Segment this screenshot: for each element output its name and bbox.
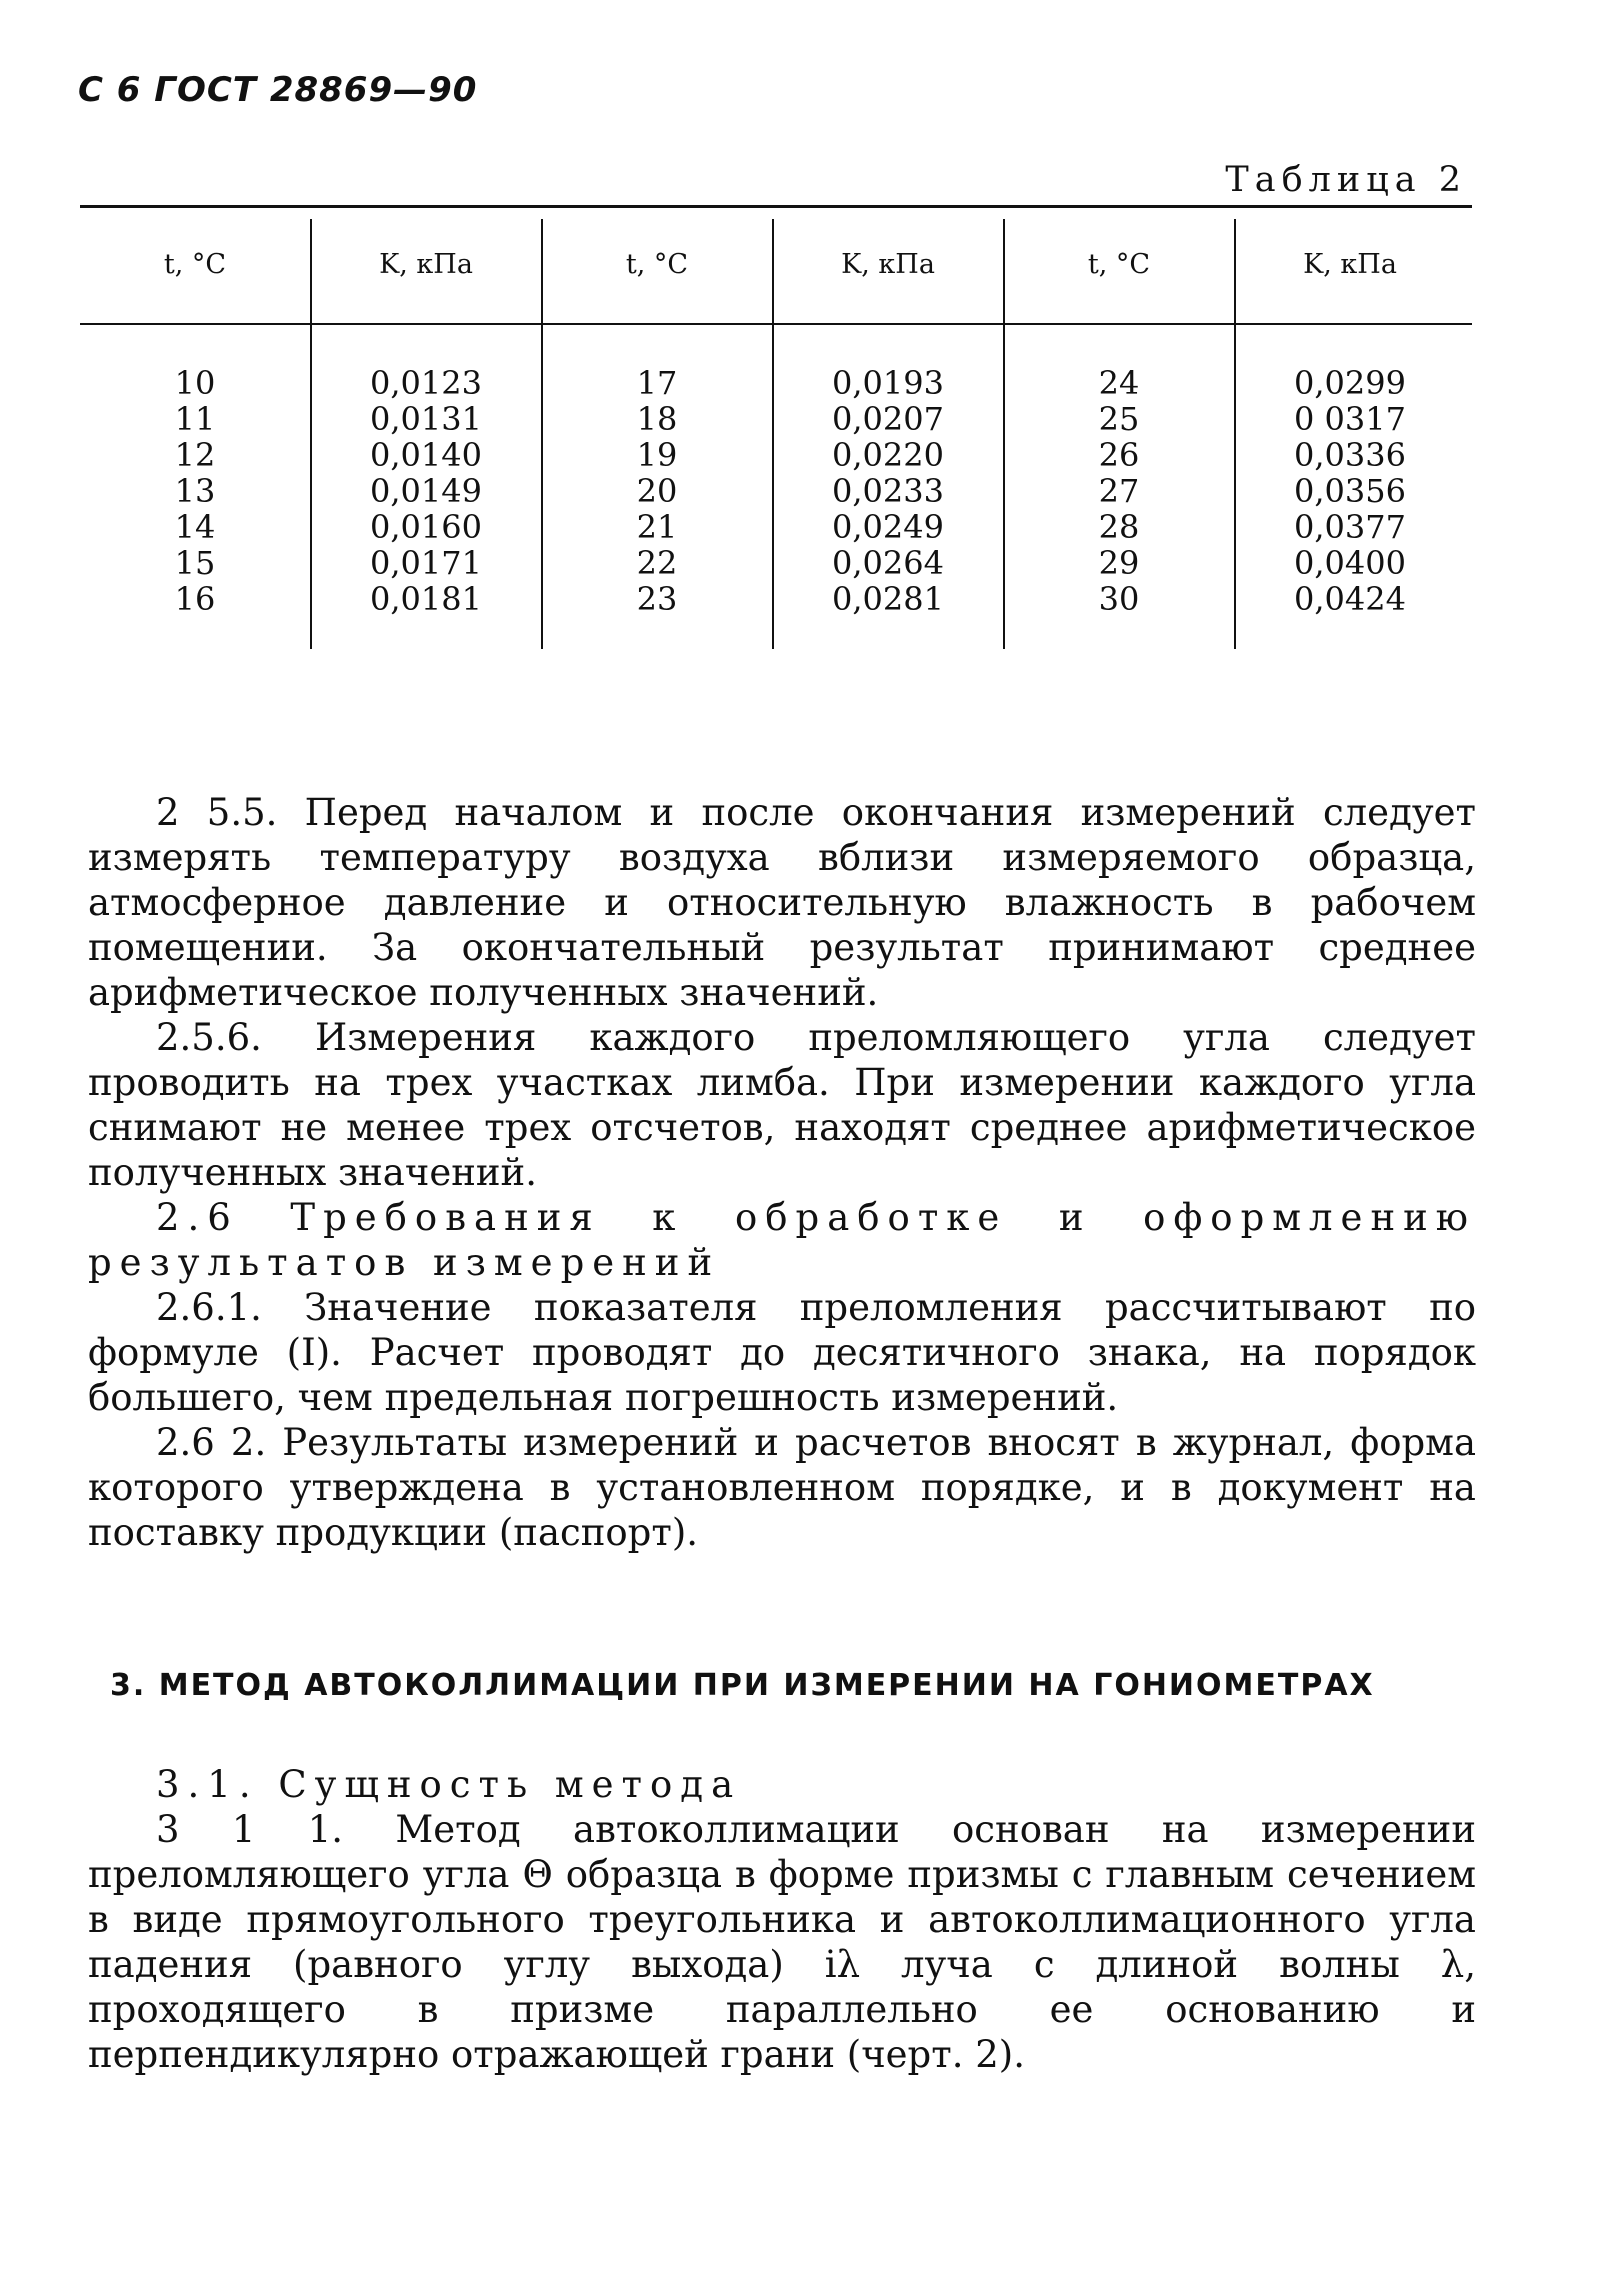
column-header: K, кПа bbox=[1303, 249, 1397, 280]
subsection-title-3-1: 3.1. Сущность метода bbox=[156, 1763, 742, 1806]
table-column-k1 bbox=[311, 365, 541, 617]
column-header: t, °C bbox=[1087, 249, 1151, 280]
section-3-1-text bbox=[88, 1762, 1476, 2077]
table-cell: 19 bbox=[636, 436, 678, 474]
paragraph-3-1-1: 3 1 1. Метод автоколлимации основан на измерении преломляющего угла Θ образца в форме призмы с главным сечением в виде прямоугольного треугольника и автоколлимационного угла падения (равного углу выхода) iλ луча с длиной волны λ, проходящего в призме параллельно ее основанию и перпендикулярно отражающей грани (черт. 2). bbox=[88, 1808, 1476, 2076]
table-top-rule bbox=[80, 205, 1472, 208]
section-2-5-text bbox=[88, 790, 1476, 1555]
subsection-title-2-6: 2.6 Требования к обработке и оформлению результатов измерений bbox=[88, 1196, 1476, 1284]
table-cell: 27 bbox=[1098, 472, 1140, 510]
paragraph-2-6-1: 2.6.1. Значение показателя преломления рассчитывают по формуле (I). Расчет проводят до десятичного знака, на порядок большего, чем предельная погрешность измерений. bbox=[88, 1286, 1476, 1419]
table-cell: 28 bbox=[1098, 508, 1140, 546]
table-cell: 0,0356 bbox=[1294, 472, 1406, 510]
table-cell: 20 bbox=[636, 472, 678, 510]
paragraph-2-5-5: 2 5.5. Перед началом и после окончания измерений следует измерять температуру воздуха вблизи измеряемого образца, атмосферное давление и относительную влажность в рабочем помещении. За окончательный результат принимают среднее арифметическое полученных значений. bbox=[88, 791, 1476, 1014]
table-cell: 0,0131 bbox=[370, 400, 482, 438]
table-column-t1 bbox=[80, 365, 310, 617]
table-cell: 17 bbox=[636, 364, 678, 402]
table-caption: Таблица 2 bbox=[1225, 160, 1467, 200]
table-cell: 29 bbox=[1098, 544, 1140, 582]
table-cell: 0,0123 bbox=[370, 364, 482, 402]
table-header-rule bbox=[80, 323, 1472, 325]
table-cell: 0,0207 bbox=[832, 400, 944, 438]
table-cell: 0,0220 bbox=[832, 436, 944, 474]
table-cell: 0,0377 bbox=[1294, 508, 1406, 546]
table-cell: 18 bbox=[636, 400, 678, 438]
table-cell: 0,0400 bbox=[1294, 544, 1406, 582]
column-header: t, °C bbox=[163, 249, 227, 280]
data-table bbox=[80, 205, 1472, 655]
table-cell: 30 bbox=[1098, 580, 1140, 618]
paragraph-2-5-6: 2.5.6. Измерения каждого преломляющего угла следует проводить на трех участках лимба. При измерении каждого угла снимают не менее трех отсчетов, находят среднее арифметическое полученных значений. bbox=[88, 1016, 1476, 1194]
table-cell: 14 bbox=[174, 508, 216, 546]
table-cell: 0,0249 bbox=[832, 508, 944, 546]
table-column-k2 bbox=[773, 365, 1003, 617]
table-cell: 25 bbox=[1098, 400, 1140, 438]
table-cell: 15 bbox=[174, 544, 216, 582]
table-cell: 0,0193 bbox=[832, 364, 944, 402]
column-header: K, кПа bbox=[841, 249, 935, 280]
page-header: С 6 ГОСТ 28869—90 bbox=[78, 70, 478, 110]
table-column-k3 bbox=[1235, 365, 1465, 617]
table-cell: 0,0160 bbox=[370, 508, 482, 546]
section-title-3: 3. МЕТОД АВТОКОЛЛИМАЦИИ ПРИ ИЗМЕРЕНИИ НА ГОНИОМЕТРАХ bbox=[110, 1668, 1375, 1703]
table-cell: 0,0181 bbox=[370, 580, 482, 618]
table-cell: 0 0317 bbox=[1294, 400, 1406, 438]
table-cell: 0,0171 bbox=[370, 544, 482, 582]
table-cell: 16 bbox=[174, 580, 216, 618]
table-cell: 21 bbox=[636, 508, 678, 546]
table-cell: 0,0299 bbox=[1294, 364, 1406, 402]
table-cell: 26 bbox=[1098, 436, 1140, 474]
table-cell: 0,0233 bbox=[832, 472, 944, 510]
table-column-t3 bbox=[1004, 365, 1234, 617]
table-cell: 22 bbox=[636, 544, 678, 582]
table-cell: 0,0264 bbox=[832, 544, 944, 582]
column-header: t, °C bbox=[625, 249, 689, 280]
table-cell: 24 bbox=[1098, 364, 1140, 402]
table-cell: 13 bbox=[174, 472, 216, 510]
table-column-t2 bbox=[542, 365, 772, 617]
table-cell: 0,0140 bbox=[370, 436, 482, 474]
paragraph-2-6-2: 2.6 2. Результаты измерений и расчетов вносят в журнал, форма которого утверждена в установленном порядке, и в документ на поставку продукции (паспорт). bbox=[88, 1421, 1476, 1554]
table-cell: 0,0336 bbox=[1294, 436, 1406, 474]
table-cell: 0,0281 bbox=[832, 580, 944, 618]
column-header: K, кПа bbox=[379, 249, 473, 280]
table-cell: 10 bbox=[174, 364, 216, 402]
table-cell: 11 bbox=[174, 400, 216, 438]
table-cell: 0,0424 bbox=[1294, 580, 1406, 618]
table-cell: 0,0149 bbox=[370, 472, 482, 510]
table-cell: 23 bbox=[636, 580, 678, 618]
table-cell: 12 bbox=[174, 436, 216, 474]
